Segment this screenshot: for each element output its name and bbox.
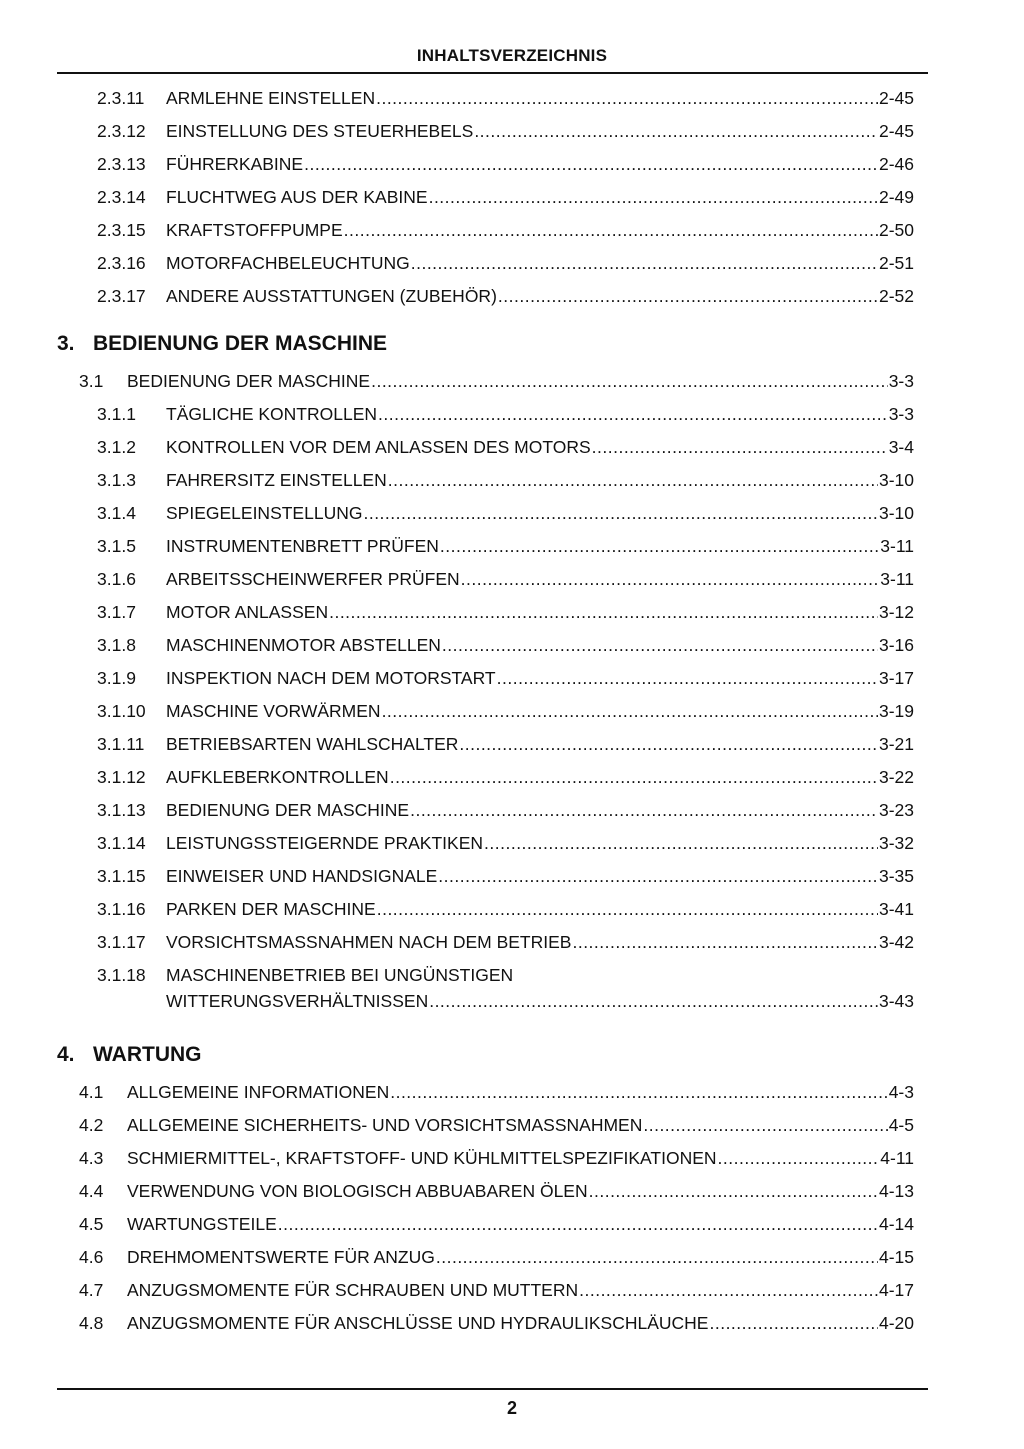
dot-leader bbox=[461, 563, 880, 596]
toc-entry-title: LEISTUNGSSTEIGERNDE PRAKTIKEN bbox=[166, 833, 484, 853]
dot-leader bbox=[411, 247, 878, 280]
toc-entry-page: 3-4 bbox=[888, 437, 914, 457]
toc-entry[interactable] bbox=[0, 82, 1024, 115]
dot-leader bbox=[410, 794, 878, 827]
chapter-4-entries bbox=[0, 1076, 1024, 1340]
toc-entry-title: DREHMOMENTSWERTE FÜR ANZUG bbox=[127, 1247, 435, 1267]
toc-entry-page: 4-13 bbox=[878, 1181, 914, 1201]
toc-entry-number: 2.3.15 bbox=[97, 220, 146, 240]
toc-entry[interactable] bbox=[0, 115, 1024, 148]
toc-entry-number: 3.1.3 bbox=[97, 470, 136, 490]
toc-entry[interactable] bbox=[0, 926, 1024, 959]
dot-leader bbox=[572, 926, 878, 959]
header-rule bbox=[57, 72, 928, 74]
dot-leader bbox=[589, 1175, 878, 1208]
dot-leader bbox=[438, 860, 878, 893]
toc-entry-title: FÜHRERKABINE bbox=[166, 154, 304, 174]
toc-entry-number: 4.6 bbox=[79, 1247, 104, 1267]
dot-leader bbox=[371, 365, 888, 398]
dot-leader bbox=[579, 1274, 878, 1307]
dot-leader bbox=[363, 497, 878, 530]
toc-entry-number: 3.1.12 bbox=[97, 767, 146, 787]
toc-entry-page: 3-10 bbox=[878, 503, 914, 523]
toc-entry-title: ARMLEHNE EINSTELLEN bbox=[166, 88, 376, 108]
dot-leader bbox=[484, 827, 878, 860]
toc-entry[interactable] bbox=[0, 893, 1024, 926]
chapter-number: 4. bbox=[57, 1043, 75, 1066]
dot-leader bbox=[304, 148, 878, 181]
toc-entry-page: 2-46 bbox=[878, 154, 914, 174]
chapter-heading-4[interactable] bbox=[0, 1034, 1024, 1076]
toc-entry-page: 3-22 bbox=[878, 767, 914, 787]
toc-entry-page: 3-42 bbox=[878, 932, 914, 952]
toc-entry-title: VERWENDUNG VON BIOLOGISCH ABBUABAREN ÖLEN bbox=[127, 1181, 588, 1201]
toc-entry-number: 2.3.17 bbox=[97, 286, 146, 306]
toc-entry-number: 4.7 bbox=[79, 1280, 104, 1300]
toc-entry[interactable] bbox=[0, 530, 1024, 563]
toc-entry-title: FAHRERSITZ EINSTELLEN bbox=[166, 470, 387, 490]
toc-entry[interactable] bbox=[0, 728, 1024, 761]
toc-entry-page: 4-5 bbox=[888, 1115, 914, 1135]
toc-entry-page: 3-11 bbox=[880, 536, 914, 556]
dot-leader bbox=[390, 1076, 887, 1109]
toc-entry-number: 4.1 bbox=[79, 1082, 104, 1102]
toc-entry-title: VORSICHTSMASSNAHMEN NACH DEM BETRIEB bbox=[166, 932, 572, 952]
page-number: 2 bbox=[506, 1398, 517, 1418]
toc-entry-page: 4-14 bbox=[878, 1214, 914, 1234]
toc-entry-page: 2-50 bbox=[878, 220, 914, 240]
toc-entry[interactable] bbox=[0, 497, 1024, 530]
toc-entry-number: 2.3.12 bbox=[97, 121, 146, 141]
toc-entry[interactable] bbox=[0, 860, 1024, 893]
dot-leader bbox=[592, 431, 888, 464]
toc-entry-page: 2-49 bbox=[878, 187, 914, 207]
toc-entry-number: 3.1.15 bbox=[97, 866, 146, 886]
toc-entry-title: KRAFTSTOFFPUMPE bbox=[166, 220, 343, 240]
toc-entry-title: TÄGLICHE KONTROLLEN bbox=[166, 404, 378, 424]
toc-entry-page: 3-12 bbox=[878, 602, 914, 622]
footer-rule bbox=[57, 1388, 928, 1390]
toc-entry-number: 3.1.4 bbox=[97, 503, 136, 523]
toc-entry-number: 3.1.16 bbox=[97, 899, 146, 919]
dot-leader bbox=[440, 530, 879, 563]
toc-entry-page: 3-17 bbox=[878, 668, 914, 688]
toc-entry[interactable] bbox=[0, 1109, 1024, 1142]
toc-entry-title: WARTUNGSTEILE bbox=[127, 1214, 277, 1234]
toc-entry-title: BETRIEBSARTEN WAHLSCHALTER bbox=[166, 734, 459, 754]
toc-entry-page: 3-23 bbox=[878, 800, 914, 820]
toc-entry-title: PARKEN DER MASCHINE bbox=[166, 899, 376, 919]
dot-leader bbox=[436, 1241, 878, 1274]
toc-entry-page: 3-35 bbox=[878, 866, 914, 886]
toc-entry-number: 4.5 bbox=[79, 1214, 104, 1234]
toc-entry-number: 3.1 bbox=[79, 371, 104, 391]
toc-entry[interactable] bbox=[0, 280, 1024, 313]
toc-entry[interactable] bbox=[0, 1142, 1024, 1175]
toc-entry-page: 4-20 bbox=[878, 1313, 914, 1333]
toc-entry-title: EINWEISER UND HANDSIGNALE bbox=[166, 866, 438, 886]
toc-entry-3-1[interactable] bbox=[0, 365, 1024, 398]
toc-entry-page: 3-3 bbox=[888, 404, 914, 424]
table-of-contents bbox=[0, 82, 1024, 1340]
toc-entry-number: 3.1.5 bbox=[97, 536, 136, 556]
toc-entry-number: 3.1.10 bbox=[97, 701, 146, 721]
toc-entry-page: 3-10 bbox=[878, 470, 914, 490]
toc-entry-title: MOTORFACHBELEUCHTUNG bbox=[166, 253, 410, 273]
toc-entry[interactable] bbox=[0, 464, 1024, 497]
toc-entry-title: SPIEGELEINSTELLUNG bbox=[166, 503, 363, 523]
dot-leader bbox=[459, 728, 878, 761]
toc-entry-page: 3-11 bbox=[880, 569, 914, 589]
toc-entry-number: 2.3.13 bbox=[97, 154, 146, 174]
toc-entry-number: 2.3.14 bbox=[97, 187, 146, 207]
dot-leader bbox=[390, 761, 878, 794]
toc-entry-title: MASCHINENMOTOR ABSTELLEN bbox=[166, 635, 441, 655]
toc-entry-page: 4-15 bbox=[878, 1247, 914, 1267]
dot-leader bbox=[709, 1307, 877, 1340]
toc-entry[interactable] bbox=[0, 827, 1024, 860]
toc-entry-page: 4-3 bbox=[888, 1082, 914, 1102]
toc-entry-number: 2.3.11 bbox=[97, 88, 145, 108]
dot-leader bbox=[643, 1109, 887, 1142]
toc-continued-list bbox=[0, 82, 1024, 313]
dot-leader bbox=[377, 893, 878, 926]
dot-leader bbox=[378, 398, 888, 431]
toc-entry-title: BEDIENUNG DER MASCHINE bbox=[166, 800, 410, 820]
dot-leader bbox=[376, 82, 878, 115]
toc-entry-page: 3-43 bbox=[878, 991, 914, 1011]
toc-entry-number: 4.8 bbox=[79, 1313, 104, 1333]
toc-entry[interactable] bbox=[0, 662, 1024, 695]
toc-entry[interactable] bbox=[0, 1076, 1024, 1109]
toc-entry-title: ANZUGSMOMENTE FÜR ANSCHLÜSSE UND HYDRAULIKSCHLÄUCHE bbox=[127, 1313, 709, 1333]
toc-entry-number: 3.1.2 bbox=[97, 437, 136, 457]
toc-entry-page: 3-19 bbox=[878, 701, 914, 721]
toc-entry-number: 3.1.14 bbox=[97, 833, 146, 853]
toc-entry[interactable] bbox=[0, 563, 1024, 596]
toc-entry[interactable] bbox=[0, 695, 1024, 728]
dot-leader bbox=[497, 662, 878, 695]
toc-entry-number: 3.1.8 bbox=[97, 635, 136, 655]
dot-leader bbox=[382, 695, 878, 728]
toc-entry[interactable] bbox=[0, 596, 1024, 629]
toc-entry-page: 2-45 bbox=[878, 88, 914, 108]
toc-entry-number: 4.2 bbox=[79, 1115, 104, 1135]
toc-entry[interactable] bbox=[0, 1241, 1024, 1274]
toc-entry-page: 3-16 bbox=[878, 635, 914, 655]
dot-leader bbox=[329, 596, 878, 629]
toc-entry-title: SCHMIERMITTEL-, KRAFTSTOFF- UND KÜHLMITTELSPEZIFIKATIONEN bbox=[127, 1148, 717, 1168]
toc-entry[interactable] bbox=[0, 1274, 1024, 1307]
toc-entry-title: INSPEKTION NACH DEM MOTORSTART bbox=[166, 668, 496, 688]
toc-entry[interactable] bbox=[0, 1175, 1024, 1208]
toc-entry[interactable] bbox=[0, 1208, 1024, 1241]
toc-entry-number: 3.1.1 bbox=[97, 404, 136, 424]
dot-leader bbox=[442, 629, 878, 662]
toc-entry-page: 4-17 bbox=[878, 1280, 914, 1300]
toc-entry-number: 3.1.13 bbox=[97, 800, 146, 820]
dot-leader bbox=[474, 115, 878, 148]
toc-entry-page: 3-32 bbox=[878, 833, 914, 853]
toc-entry-title: ANDERE AUSSTATTUNGEN (ZUBEHÖR) bbox=[166, 286, 497, 306]
toc-entry-title: MASCHINE VORWÄRMEN bbox=[166, 701, 381, 721]
toc-entry-number: 3.1.18 bbox=[97, 965, 146, 985]
toc-entry-title: ALLGEMEINE INFORMATIONEN bbox=[127, 1082, 390, 1102]
toc-entry[interactable] bbox=[0, 148, 1024, 181]
toc-entry-page: 2-51 bbox=[878, 253, 914, 273]
toc-entry-title: BEDIENUNG DER MASCHINE bbox=[127, 371, 371, 391]
toc-entry[interactable] bbox=[0, 247, 1024, 280]
toc-entry-title: ANZUGSMOMENTE FÜR SCHRAUBEN UND MUTTERN bbox=[127, 1280, 579, 1300]
toc-entry-title-line2: WITTERUNGSVERHÄLTNISSEN bbox=[166, 991, 429, 1011]
toc-entry-3-1-18[interactable] bbox=[0, 959, 1024, 1017]
chapter-title: WARTUNG bbox=[93, 1043, 202, 1066]
chapter-3-entries bbox=[0, 398, 1024, 959]
toc-entry[interactable] bbox=[0, 761, 1024, 794]
toc-entry-number: 3.1.11 bbox=[97, 734, 145, 754]
toc-entry-title: EINSTELLUNG DES STEUERHEBELS bbox=[166, 121, 474, 141]
toc-entry[interactable] bbox=[0, 629, 1024, 662]
dot-leader bbox=[498, 280, 878, 313]
dot-leader bbox=[388, 464, 878, 497]
dot-leader bbox=[344, 214, 878, 247]
toc-entry-page: 3-3 bbox=[888, 371, 914, 391]
toc-entry[interactable] bbox=[0, 794, 1024, 827]
toc-entry-title: MOTOR ANLASSEN bbox=[166, 602, 329, 622]
toc-entry-page: 4-11 bbox=[880, 1148, 914, 1168]
toc-entry-number: 4.4 bbox=[79, 1181, 104, 1201]
toc-entry-title-line1: MASCHINENBETRIEB BEI UNGÜNSTIGEN bbox=[166, 965, 514, 985]
toc-entry-number: 3.1.7 bbox=[97, 602, 136, 622]
toc-entry-number: 2.3.16 bbox=[97, 253, 146, 273]
page-header-title: INHALTSVERZEICHNIS bbox=[416, 46, 608, 65]
toc-entry-page: 3-21 bbox=[878, 734, 914, 754]
toc-entry-page: 3-41 bbox=[878, 899, 914, 919]
toc-entry-number: 3.1.9 bbox=[97, 668, 136, 688]
toc-entry-title: ARBEITSSCHEINWERFER PRÜFEN bbox=[166, 569, 460, 589]
chapter-title: BEDIENUNG DER MASCHINE bbox=[93, 332, 388, 355]
toc-entry-title: FLUCHTWEG AUS DER KABINE bbox=[166, 187, 428, 207]
toc-entry-page: 2-45 bbox=[878, 121, 914, 141]
toc-entry[interactable] bbox=[0, 181, 1024, 214]
toc-entry[interactable] bbox=[0, 398, 1024, 431]
dot-leader bbox=[429, 181, 878, 214]
toc-entry[interactable] bbox=[0, 1307, 1024, 1340]
toc-entry-number: 3.1.6 bbox=[97, 569, 136, 589]
toc-entry-title: ALLGEMEINE SICHERHEITS- UND VORSICHTSMASSNAHMEN bbox=[127, 1115, 643, 1135]
toc-entry-title: INSTRUMENTENBRETT PRÜFEN bbox=[166, 536, 439, 556]
toc-entry[interactable] bbox=[0, 214, 1024, 247]
dot-leader bbox=[429, 985, 878, 1018]
chapter-number: 3. bbox=[57, 332, 75, 355]
dot-leader bbox=[718, 1142, 880, 1175]
toc-entry-title: KONTROLLEN VOR DEM ANLASSEN DES MOTORS bbox=[166, 437, 591, 457]
toc-entry-number: 3.1.17 bbox=[97, 932, 146, 952]
chapter-heading-3[interactable] bbox=[0, 323, 1024, 365]
dot-leader bbox=[278, 1208, 878, 1241]
toc-entry[interactable] bbox=[0, 431, 1024, 464]
toc-entry-number: 4.3 bbox=[79, 1148, 104, 1168]
toc-entry-title: AUFKLEBERKONTROLLEN bbox=[166, 767, 389, 787]
toc-entry-page: 2-52 bbox=[878, 286, 914, 306]
